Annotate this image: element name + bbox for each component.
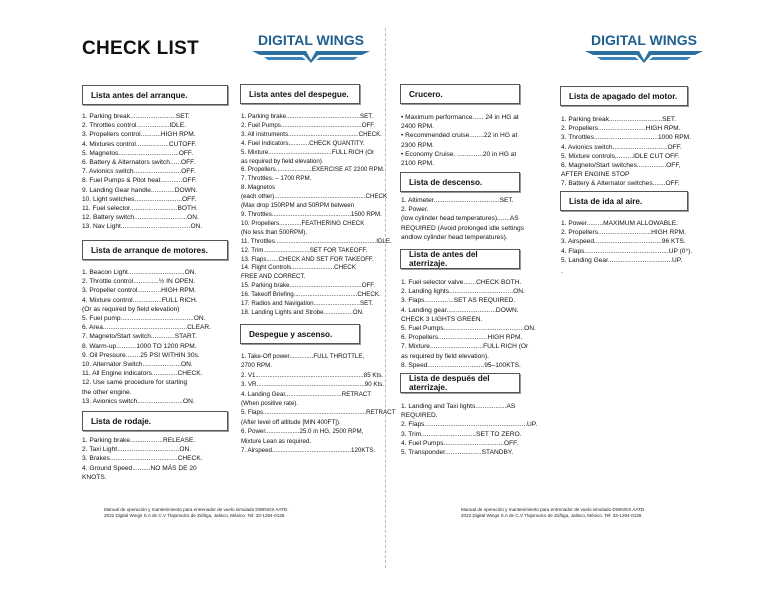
- checklist-item: 2300 RPM.: [401, 141, 434, 149]
- checklist-item: 10. Propellers.............FEATHERING CHECK: [241, 219, 365, 227]
- checklist-item: 4. Landing gear...........................DOWN.: [401, 306, 519, 314]
- checklist-item: 8. Magnetos: [241, 184, 276, 192]
- checklist-item: (When positive rate).: [241, 400, 299, 408]
- checklist-item: 17. Radios and Navigation...........................SET.: [241, 300, 374, 308]
- checklist-item: 2100 RPM.: [401, 160, 434, 168]
- header-crucero: Crucero.: [400, 84, 520, 104]
- checklist-item: • Economy Cruise. ..............20 in HG at: [401, 150, 517, 158]
- checklist-item: AFTER ENGINE STOP: [561, 171, 630, 179]
- checklist-item: 4. Landing Gear.................................RETRACT: [241, 390, 371, 398]
- checklist-item: 5. Fuel pump........................................ON.: [82, 315, 206, 323]
- checklist-item: 2. Taxi Light..................................ON.: [82, 446, 192, 454]
- checklist-item: 4. Mixtures control..................CUTOFF.: [82, 140, 197, 148]
- checklist-item: 1. Parking break.............................SET.: [561, 116, 677, 123]
- checklist-item: CHECK 3 LIGHTS GREEN.: [401, 315, 483, 323]
- checklist-item: 15. Parking brake..........................................OFF.: [241, 282, 376, 290]
- checklist-item: 7. Magneto/Start switch.............START.: [82, 333, 197, 341]
- checklist-item: 6. Propellers...........................HIGH RPM.: [401, 334, 523, 342]
- checklist-item: 2. Flaps........................................................UP.: [401, 421, 538, 429]
- checklist-item: 5. Magnetos.................................OFF.: [82, 149, 194, 157]
- header-arranque-motores: Lista de arranque de motores.: [82, 240, 228, 260]
- footer-right-line2: 2022 Digital Wings S.A de C.V Tlajomulco de Zúñiga, Jalisco, México. Tel: 33-1264-0126.: [461, 513, 643, 519]
- brand-logo-right: [577, 30, 711, 64]
- list-descenso: [401, 196, 524, 242]
- checklist-item: 14. Flight Controls.........................CHECK: [241, 264, 356, 272]
- header-rodaje: Lista de rodaje.: [82, 411, 228, 431]
- checklist-item: 9. Throttles..............................................1500 RPM.: [241, 210, 382, 218]
- checklist-item: 5. Mixture.....................................FULL RICH (Or: [241, 148, 375, 156]
- brand-wordmark-left: DIGITAL WINGS: [257, 32, 365, 48]
- checklist-item: 7. Avionics switch..........................OFF.: [82, 168, 196, 176]
- list-arranque: [82, 112, 202, 232]
- checklist-item: 10. Light switches..........................OFF.: [82, 195, 197, 203]
- checklist-item: 1. Power.........MAXIMUM ALLOWABLE.: [561, 220, 679, 227]
- list-crucero: [401, 113, 519, 168]
- checklist-item: (After level off altitude [MIN 400FT]).: [241, 418, 341, 426]
- checklist-item: 3. All instruments.........................................CHECK.: [241, 130, 382, 138]
- checklist-item: 6. Area..............................................CLEAR.: [82, 324, 211, 332]
- checklist-item: 10. Alternator Switch.....................ON.: [82, 361, 193, 369]
- checklist-item: 1. Beacon Light...............................ON.: [82, 269, 197, 276]
- checklist-item: REQUIRED (Avoid prolonged idle settings: [401, 224, 525, 232]
- checklist-item: 11. Throttles...........................................................IDLE.: [241, 237, 392, 245]
- checklist-item: 1. Altimeter....................................SET.: [401, 197, 514, 204]
- checklist-item: 6. Power....................25.0 in HG, 2500 RPM,: [241, 428, 364, 436]
- header-ascenso: Despegue y ascenso.: [240, 324, 360, 344]
- checklist-item: 2700 RPM.: [241, 362, 272, 370]
- brand-wordmark-right: DIGITAL WINGS: [590, 32, 698, 48]
- checklist-item: 5. Landing Gear...................................UP.: [561, 256, 683, 264]
- checklist-item: 4. Fuel Indicators............CHECK QUANTITY.: [241, 139, 365, 147]
- checklist-item: 13. Nav Light......................................ON.: [82, 223, 203, 231]
- checklist-item: 4. Ground Speed..........NO MÁS DE 20: [82, 464, 197, 472]
- checklist-item: 2400 RPM.: [401, 123, 434, 131]
- list-ascenso: [241, 352, 395, 455]
- checklist-item: 12. Use same procedure for starting: [82, 379, 188, 387]
- checklist-item: 9. Oil Pressure........25 PSI WITHIN 30s.: [82, 351, 200, 359]
- list-rodaje: [82, 436, 203, 482]
- list-ida-aire: [561, 219, 692, 265]
- checklist-item: 1. Fuel selector valve.......CHECK BOTH.: [401, 279, 522, 286]
- checklist-item: KNOTS.: [82, 473, 107, 481]
- checklist-item: 2. Power.: [401, 206, 429, 214]
- checklist-item: • Recommended cruise........22 in HG at: [401, 132, 518, 140]
- checklist-item: 7. Airspeed..............................................120KTS.: [241, 447, 376, 455]
- checklist-item: 3. Propellers control...........HIGH RPM.: [82, 131, 196, 139]
- checklist-item: 13. Flaps.......CHECK AND SET FOR TAKEOFF.: [241, 255, 374, 263]
- header-ida-aire: Lista de ida al aire.: [560, 191, 688, 211]
- checklist-item: FREE AND CORRECT.: [241, 273, 306, 281]
- footer-left-line1: Manual de operación y mantenimiento para entrenador de vuelo simulado DWINGS AATD.: [104, 507, 289, 512]
- checklist-item: 12. Trim...........................SET FOR TAKEOFF.: [241, 246, 368, 254]
- checklist-item: 2. Propellers..........................HIGH RPM.: [561, 125, 681, 133]
- checklist-item: 3. Throttles...................................1000 RPM.: [561, 134, 691, 142]
- checklist-item: 4. Avionics switch..............................OFF.: [561, 143, 682, 151]
- checklist-item: (No less than 500RPM).: [241, 228, 308, 236]
- checklist-item: 3. Airspeed.....................................96 KTS.: [561, 238, 686, 246]
- checklist-item: 6. Magneto/Start switches................OFF,: [561, 162, 681, 170]
- checklist-item: 7. Mixture.............................FULL RICH (Or: [401, 343, 529, 351]
- checklist-item: 5. Flaps............................................................RETRACT: [241, 409, 396, 417]
- footer-left-line2: 2022 Digital Wings S.A de C.V Tlajomulco de Zúñiga, Jalisco, México. Tel: 33-1264-0126.: [104, 513, 286, 519]
- checklist-item: 8. Warm-up...........1000 TO 1200 RPM.: [82, 342, 197, 350]
- brand-logo-left: [244, 30, 378, 64]
- checklist-item: 2. Fuel Pumps...............................................OFF.: [241, 121, 376, 129]
- stray-mark: .: [561, 268, 563, 275]
- checklist-item: 8. Fuel Pumps & Pitot heat............OFF.: [82, 177, 197, 185]
- checklist-item: the other engine.: [82, 388, 132, 396]
- header-descenso: Lista de descenso.: [400, 172, 520, 192]
- checklist-item: 6. Propellers.....................EXERCISE AT 2200 RPM.: [241, 166, 385, 174]
- checklist-item: 4. Flaps..............................................UP (0°).: [561, 247, 693, 255]
- checklist-item: 1. Parking brake...........................................SET.: [241, 113, 374, 120]
- list-aterrizaje: [401, 278, 536, 370]
- checklist-item: 5. Mixture controls..........IDLE CUT OFF.: [561, 152, 680, 160]
- footer-right: [461, 507, 646, 519]
- checklist-item: Mixture Lean as required.: [241, 437, 312, 445]
- checklist-item: 18. Landing Lights and Strobe.................ON.: [241, 308, 364, 316]
- checklist-item: 9. Landing Gear handle.............DOWN.: [82, 186, 198, 194]
- header-despegue: Lista antes del despegue.: [240, 84, 360, 104]
- checklist-item: 3. Trim..............................SET TO ZERO.: [401, 430, 522, 438]
- header-apagado: Lista de apagado del motor.: [560, 86, 688, 106]
- checklist-item: REQUIRED.: [401, 412, 438, 420]
- checklist-item: • Maximum performance...... 24 in HG at: [401, 114, 519, 121]
- list-arranque-motores: [82, 268, 211, 406]
- header-arranque: Lista antes del arranque.: [82, 85, 228, 105]
- checklist-item: 2. Propellers.............................HIGH RPM.: [561, 229, 686, 237]
- checklist-item: 11. Fuel selector..........................BOTH.: [82, 205, 198, 213]
- checklist-item: 1. Parking brake..................RELEASE.: [82, 437, 196, 444]
- checklist-item: as required by field elevation).: [401, 352, 489, 360]
- checklist-item: (low cylinder head temperatures).......AS: [401, 215, 519, 223]
- header-aterrizaje: Lista de antes del aterrizaje.: [400, 249, 520, 269]
- checklist-item: 2. Throttles control..................IDLE.: [82, 122, 186, 130]
- checklist-item: 6. Battery & Alternators switch......OFF.: [82, 159, 196, 167]
- footer-left: [104, 507, 289, 519]
- checklist-item: 2. Landing lights...................................ON.: [401, 288, 525, 296]
- checklist-item: 2. Throttle control..............½ IN OPEN.: [82, 278, 196, 286]
- checklist-item: 11. All Engine indicators..............CHECK.: [82, 370, 203, 378]
- checklist-item: 4. Fuel Pumps.................................OFF.: [401, 439, 519, 447]
- checklist-item: (Or as required by field elevation): [82, 305, 180, 313]
- checklist-item: 8. Speed...............................95–100KTS.: [401, 361, 521, 369]
- page-title: CHECK LIST: [82, 38, 199, 59]
- checklist-item: 4. Mixture control................FULL RICH.: [82, 296, 198, 304]
- header-despues-aterrizaje: Lista de después del aterrizaje.: [400, 373, 520, 393]
- checklist-item: 5. Fuel Pumps............................................ON.: [401, 325, 536, 333]
- checklist-item: 13. Avionics switch.........................ON.: [82, 397, 195, 405]
- checklist-item: 1. Take-Off power..............FULL THROTTLE,: [241, 353, 365, 360]
- checklist-item: 3. Brakes.....................................CHECK.: [82, 455, 203, 463]
- list-apagado: [561, 115, 691, 189]
- checklist-item: 5. Transponder....................STANDBY.: [401, 449, 514, 457]
- checklist-item: as required by field elevation).: [241, 157, 324, 165]
- checklist-item: 2. V1...............................................................85 Kts.: [241, 371, 384, 379]
- checklist-item: 3. VR...............................................................90 Kts.: [241, 381, 385, 389]
- footer-right-line1: Manual de operación y mantenimiento para entrenador de vuelo simulado DWINGS AATD.: [461, 507, 646, 512]
- checklist-item: 1. Landing and Taxi lights.................AS: [401, 403, 516, 410]
- checklist-item: (each other).....................................................CHECK: [241, 193, 388, 201]
- list-despegue: [241, 113, 392, 318]
- checklist-item: 1. Parking break.........................SET.: [82, 113, 190, 120]
- checklist-item: andlow cylinder head temperatures).: [401, 233, 508, 241]
- checklist-item: 3. Propeller control.............HIGH RPM.: [82, 287, 196, 295]
- checklist-item: 7. Throttles. – 1700 RPM.: [241, 175, 312, 183]
- checklist-item: (Max drop 150RPM and 50RPM between: [241, 202, 355, 210]
- checklist-item: 7. Battery & Alternator switches.......OFF.: [561, 180, 680, 188]
- checklist-item: 16. Takeoff Briefing.....................................CHECK.: [241, 291, 381, 299]
- checklist-item: 12. Battery switch.............................ON.: [82, 214, 199, 222]
- list-despues-aterrizaje: [401, 402, 537, 457]
- checklist-item: 3. Flaps................SET AS REQUIRED.: [401, 297, 516, 305]
